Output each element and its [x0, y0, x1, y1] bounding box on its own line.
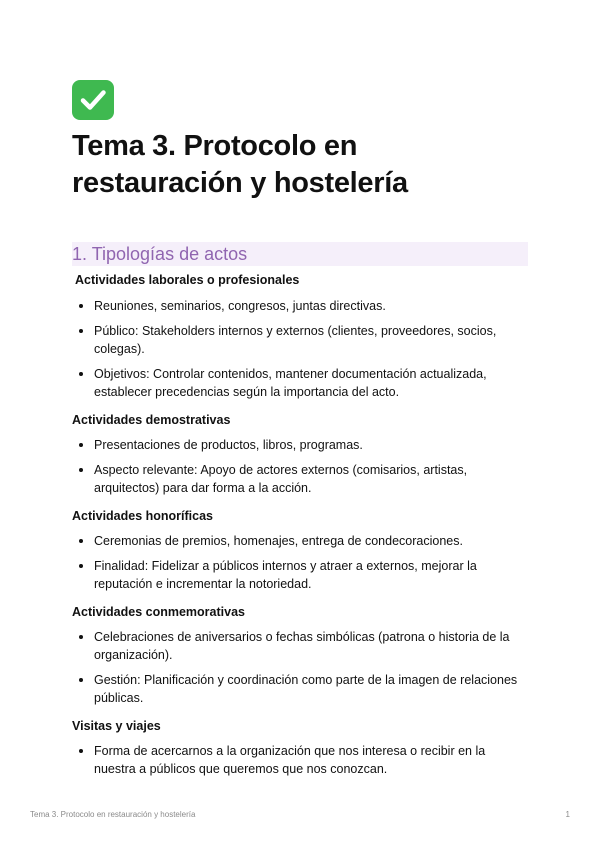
list-item: Forma de acercarnos a la organización que nos interesa o recibir en la nuestra a públicos que queremos que nos conozcan.: [72, 742, 528, 778]
bullet-list: [72, 532, 528, 593]
bullet-list: [72, 436, 528, 497]
check-mark-button-icon: [72, 80, 114, 120]
page-number: 1: [565, 810, 570, 819]
group-title: Actividades demostrativas: [72, 413, 231, 427]
list-item: Reuniones, seminarios, congresos, juntas directivas.: [72, 297, 528, 315]
group-title: Visitas y viajes: [72, 719, 161, 733]
list-item: Público: Stakeholders internos y externos (clientes, proveedores, socios, colegas).: [72, 322, 528, 358]
bullet-list: [72, 742, 528, 778]
list-item: Ceremonias de premios, homenajes, entrega de condecoraciones.: [72, 532, 528, 550]
list-item: Objetivos: Controlar contenidos, mantener documentación actualizada, establecer precedencias según la importancia del acto.: [72, 365, 528, 401]
footer-doc-title: Tema 3. Protocolo en restauración y hostelería: [30, 810, 196, 819]
group-title: Actividades honoríficas: [72, 509, 214, 523]
list-item: Aspecto relevante: Apoyo de actores externos (comisarios, artistas, arquitectos) para dar forma a la acción.: [72, 461, 528, 497]
content: [72, 271, 528, 778]
group-title: Actividades laborales o profesionales: [75, 273, 300, 287]
list-item: Celebraciones de aniversarios o fechas simbólicas (patrona o historia de la organización).: [72, 628, 528, 664]
page-title: Tema 3. Protocolo en restauración y hostelería: [72, 130, 408, 199]
group-title: Actividades conmemorativas: [72, 605, 245, 619]
list-item: Finalidad: Fidelizar a públicos internos y atraer a externos, mejorar la reputación e incrementar la notoriedad.: [72, 557, 528, 593]
list-item: Presentaciones de productos, libros, programas.: [72, 436, 528, 454]
bullet-list: [72, 297, 528, 401]
section-heading: 1. Tipologías de actos: [72, 242, 528, 266]
list-item: Gestión: Planificación y coordinación como parte de la imagen de relaciones públicas.: [72, 671, 528, 707]
bullet-list: [72, 628, 528, 707]
page-footer: [30, 810, 570, 819]
